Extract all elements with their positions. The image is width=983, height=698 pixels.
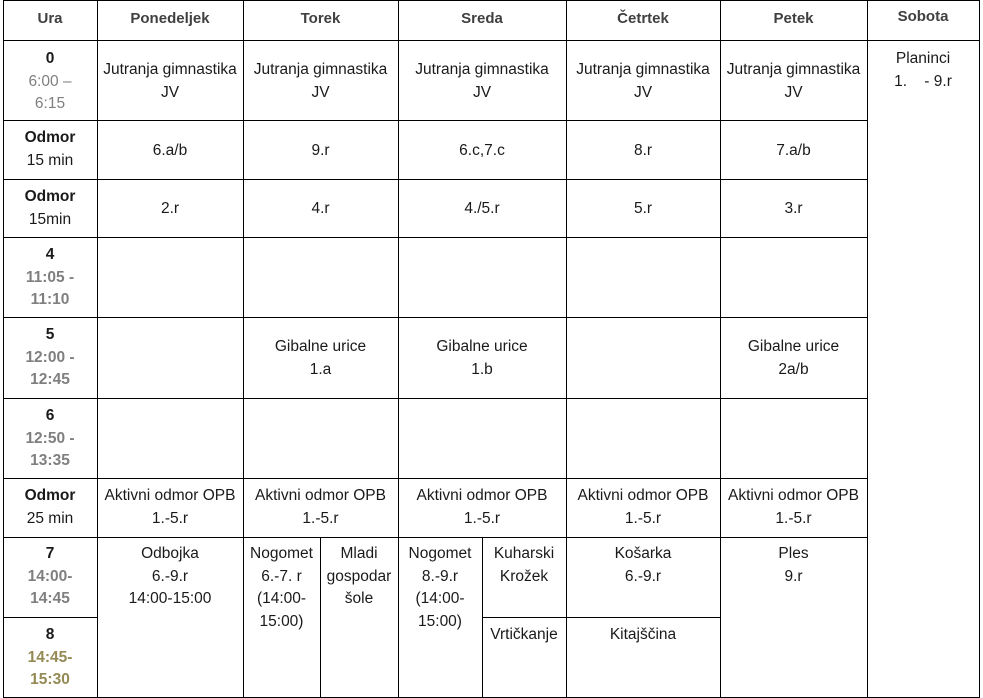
activity-time: 15:00): [259, 612, 304, 630]
ura-time: 6:00 –: [28, 72, 72, 90]
activity-group: 1.-5.r: [151, 509, 189, 527]
activity-group: 6.-7. r: [261, 567, 302, 585]
activity-time: 14:00-15:00: [128, 590, 212, 607]
cell-torek-0: [243, 59, 398, 104]
activity-group: JV: [160, 83, 180, 101]
activity-name: Jutranja gimnastika: [576, 61, 710, 78]
activity-group: 6.-9.r: [151, 567, 189, 585]
header-petek: Petek: [773, 10, 814, 27]
activity-group: 1.-5.r: [775, 509, 812, 527]
ura-time: 14:45: [30, 590, 70, 607]
activity-name: šole: [344, 590, 374, 607]
activity-name: Jutranja gimnastika: [253, 61, 388, 78]
activity-name: Nogomet: [408, 545, 472, 562]
cell-cetrtek-8: Kitajščina: [609, 626, 677, 643]
activity-group: JV: [311, 83, 330, 101]
cell-torek-7b: [320, 543, 398, 611]
activity-name: Aktivni odmor OPB: [255, 487, 386, 504]
ura-time: 14:45-: [27, 648, 73, 666]
cell-torek-2: 4.r: [311, 200, 330, 217]
grid-line: [3, 537, 868, 538]
ura-time: 14:00-: [27, 567, 73, 585]
ura-label: Odmor: [24, 188, 76, 205]
activity-name: Aktivni odmor OPB: [104, 487, 236, 504]
header-ura: Ura: [37, 10, 63, 27]
ura-time: 15 min: [26, 151, 74, 169]
header-sobota: Sobota: [897, 8, 949, 25]
ura-row-4: [3, 324, 97, 392]
activity-group: 1. - 9.r: [894, 72, 952, 90]
grid-line: [243, 0, 244, 698]
cell-cetrtek-7: [566, 543, 720, 588]
grid-line: [3, 398, 868, 399]
activity-name: Gibalne urice: [274, 338, 367, 355]
activity-name: Ples: [778, 545, 809, 562]
ura-time: 13:35: [30, 452, 70, 469]
ura-label: 6: [45, 407, 55, 424]
ura-time: 6:15: [34, 95, 66, 112]
grid-line: [867, 0, 868, 698]
ura-label: 8: [45, 626, 55, 643]
grid-line: [3, 179, 868, 180]
ura-row-0: [3, 48, 97, 116]
activity-name: Kuharski: [493, 545, 555, 562]
activity-name: gospodar: [326, 567, 392, 585]
cell-petek-1: 7.a/b: [776, 142, 811, 159]
grid-line: [3, 120, 868, 121]
cell-ponedeljek-7: [97, 543, 243, 611]
cell-cetrtek-2: 5.r: [633, 200, 653, 217]
activity-name: Krožek: [499, 567, 549, 585]
activity-group: 1.a: [309, 360, 332, 378]
activity-name: Jutranja gimnastika: [103, 61, 237, 78]
activity-name: Gibalne urice: [436, 338, 528, 355]
activity-name: Košarka: [614, 545, 672, 562]
cell-petek-0: [720, 59, 867, 104]
ura-label: 5: [45, 326, 55, 343]
grid-line: [482, 617, 721, 618]
activity-name: Jutranja gimnastika: [726, 61, 861, 78]
activity-group: JV: [633, 83, 653, 101]
activity-group: 2a/b: [778, 360, 809, 378]
ura-label: 4: [45, 246, 55, 263]
grid-line: [979, 0, 980, 698]
cell-torek-odmor25: [243, 485, 398, 530]
ura-row-7: [3, 543, 97, 611]
cell-torek-1: 9.r: [311, 142, 330, 159]
grid-line: [320, 537, 321, 698]
ura-label: Odmor: [24, 129, 76, 146]
header-torek: Torek: [300, 10, 341, 27]
header-sreda: Sreda: [461, 10, 503, 27]
activity-name: Mladi: [340, 545, 378, 562]
activity-group: 6.-9.r: [624, 567, 662, 585]
grid-line: [3, 617, 98, 618]
ura-row-2: [3, 186, 97, 231]
cell-ponedeljek-odmor25: [97, 485, 243, 530]
cell-torek-7a: [243, 543, 320, 633]
cell-petek-odmor25: [720, 485, 867, 530]
activity-name: Gibalne urice: [747, 338, 840, 355]
ura-label: 0: [45, 50, 55, 67]
grid-line: [3, 0, 4, 698]
activity-name: Jutranja gimnastika: [415, 61, 549, 78]
ura-time: 11:10: [30, 291, 70, 308]
activity-name: Nogomet: [250, 545, 313, 562]
cell-sreda-2: 4./5.r: [464, 200, 500, 217]
ura-row-8: [3, 624, 97, 692]
ura-row-1: [3, 127, 97, 172]
cell-sreda-1: 6.c,7.c: [459, 142, 505, 159]
activity-name: Odbojka: [141, 545, 199, 562]
grid-line: [566, 0, 567, 698]
ura-time: 15:30: [30, 671, 70, 688]
ura-time: 12:45: [30, 371, 70, 388]
activity-time: 15:00): [418, 612, 462, 630]
grid-line: [97, 0, 98, 698]
activity-group: 9.r: [784, 567, 803, 585]
activity-name: Aktivni odmor OPB: [416, 487, 548, 504]
activity-group: JV: [784, 83, 803, 101]
grid-line: [3, 237, 868, 238]
ura-label: 7: [45, 545, 55, 562]
header-cetrtek: Četrtek: [617, 10, 669, 27]
ura-time: 11:05 -: [25, 268, 75, 286]
cell-petek-5: [720, 336, 867, 381]
ura-time: 15min: [28, 210, 72, 228]
activity-name: Planinci: [895, 50, 951, 67]
cell-ponedeljek-0: [97, 59, 243, 104]
activity-group: 1.-5.r: [624, 509, 662, 527]
cell-sreda-8b: Vrtičkanje: [490, 626, 558, 643]
grid-line: [720, 0, 721, 698]
ura-row-6: [3, 485, 97, 530]
activity-name: Aktivni odmor OPB: [728, 487, 859, 504]
activity-time: (14:00-: [415, 590, 465, 607]
ura-row-5: [3, 405, 97, 473]
activity-group: 1.-5.r: [463, 509, 501, 527]
cell-ponedeljek-2: 2.r: [160, 200, 180, 217]
cell-torek-5: [243, 336, 398, 381]
grid-line: [3, 0, 980, 1]
activity-name: Aktivni odmor OPB: [577, 487, 709, 504]
cell-cetrtek-1: 8.r: [633, 142, 653, 159]
cell-sreda-7a: [398, 543, 482, 633]
cell-cetrtek-odmor25: [566, 485, 720, 530]
activity-group: 1.b: [471, 360, 493, 378]
grid-line: [3, 317, 868, 318]
activity-group: 1.-5.r: [302, 509, 339, 527]
ura-row-3: [3, 244, 97, 312]
cell-sreda-5: [398, 336, 566, 381]
grid-line: [3, 478, 868, 479]
cell-ponedeljek-1: 6.a/b: [152, 142, 188, 159]
cell-cetrtek-0: [566, 59, 720, 104]
activity-group: 8.-9.r: [421, 567, 459, 585]
ura-time: 12:50 -: [25, 429, 75, 447]
cell-sreda-odmor25: [398, 485, 566, 530]
cell-sreda-7b: [482, 543, 566, 588]
ura-time: 12:00 -: [25, 348, 75, 366]
ura-time: 25 min: [26, 509, 74, 527]
activity-group: JV: [472, 83, 492, 101]
cell-sreda-0: [398, 59, 566, 104]
header-ponedeljek: Ponedeljek: [130, 10, 210, 27]
cell-petek-7: [720, 543, 867, 588]
grid-line: [398, 0, 399, 698]
grid-line: [3, 40, 980, 41]
ura-label: Odmor: [24, 487, 76, 504]
cell-petek-2: 3.r: [784, 200, 803, 217]
cell-sobota: [867, 48, 979, 93]
activity-time: (14:00-: [256, 590, 307, 607]
